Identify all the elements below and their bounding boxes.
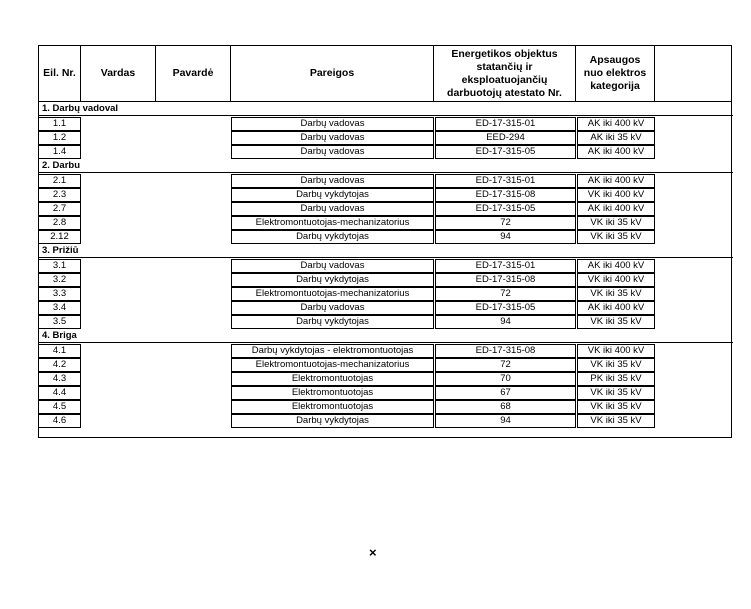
- header-cert: Energetikos objektus statančių ir eksploatuojančių darbuotojų atestato Nr.: [434, 46, 576, 101]
- table-row: [39, 202, 733, 216]
- row-category: VK iki 35 kV: [577, 315, 655, 329]
- row-number: 4.2: [39, 358, 81, 372]
- header-pareigos: Pareigos: [231, 46, 434, 101]
- row-duty: Darbų vykdytojas: [231, 315, 434, 329]
- row-duty: Darbų vykdytojas: [231, 273, 434, 287]
- section-title: 3. Prižiū: [42, 245, 79, 256]
- row-certificate: ED-17-315-01: [435, 259, 576, 273]
- table-row: [39, 131, 733, 145]
- section-header: [39, 102, 733, 116]
- row-duty: Darbų vykdytojas: [231, 230, 434, 244]
- row-duty: Elektromontuotojas: [231, 386, 434, 400]
- row-duty: Elektromontuotojas: [231, 400, 434, 414]
- row-duty: Darbų vadovas: [231, 131, 434, 145]
- row-number: 4.1: [39, 344, 81, 358]
- row-category: VK iki 35 kV: [577, 230, 655, 244]
- table-row: [39, 216, 733, 230]
- row-category: PK iki 35 kV: [577, 372, 655, 386]
- row-category: VK iki 400 kV: [577, 188, 655, 202]
- row-certificate: 70: [435, 372, 576, 386]
- row-number: 2.3: [39, 188, 81, 202]
- table-row: [39, 386, 733, 400]
- row-category: VK iki 400 kV: [577, 273, 655, 287]
- table-body: [38, 102, 732, 438]
- table-row: [39, 259, 733, 273]
- table-row: [39, 414, 733, 428]
- row-category: VK iki 35 kV: [577, 216, 655, 230]
- table-row: [39, 188, 733, 202]
- row-certificate: EED-294: [435, 131, 576, 145]
- row-certificate: ED-17-315-05: [435, 145, 576, 159]
- row-duty: Darbų vadovas: [231, 145, 434, 159]
- row-number: 2.1: [39, 174, 81, 188]
- table-header: [38, 45, 732, 102]
- row-category: VK iki 35 kV: [577, 414, 655, 428]
- row-duty: Darbų vadovas: [231, 117, 434, 131]
- row-certificate: 94: [435, 414, 576, 428]
- row-duty: Darbų vadovas: [231, 174, 434, 188]
- table-row: [39, 315, 733, 329]
- table-row: [39, 230, 733, 244]
- header-nr: Eil. Nr.: [39, 46, 81, 101]
- row-certificate: 72: [435, 358, 576, 372]
- table-row: [39, 301, 733, 315]
- header-pavarde: Pavardė: [156, 46, 231, 101]
- row-category: AK iki 400 kV: [577, 117, 655, 131]
- row-number: 3.4: [39, 301, 81, 315]
- table-row: [39, 287, 733, 301]
- row-number: 4.6: [39, 414, 81, 428]
- table-row: [39, 344, 733, 358]
- row-certificate: ED-17-315-08: [435, 344, 576, 358]
- row-certificate: ED-17-315-05: [435, 202, 576, 216]
- row-duty: Darbų vykdytojas: [231, 414, 434, 428]
- row-certificate: ED-17-315-01: [435, 117, 576, 131]
- x-mark: ×: [369, 545, 377, 560]
- row-certificate: 94: [435, 315, 576, 329]
- section-title: 2. Darbu: [42, 160, 81, 171]
- row-number: 2.7: [39, 202, 81, 216]
- row-duty: Elektromontuotojas-mechanizatorius: [231, 216, 434, 230]
- table-row: [39, 117, 733, 131]
- row-category: AK iki 400 kV: [577, 259, 655, 273]
- table-row: [39, 372, 733, 386]
- row-certificate: 72: [435, 216, 576, 230]
- row-category: AK iki 400 kV: [577, 202, 655, 216]
- table-row: [39, 145, 733, 159]
- row-number: 4.5: [39, 400, 81, 414]
- row-certificate: 67: [435, 386, 576, 400]
- row-duty: Elektromontuotojas: [231, 372, 434, 386]
- row-number: 4.4: [39, 386, 81, 400]
- row-certificate: 68: [435, 400, 576, 414]
- row-duty: Darbų vadovas: [231, 259, 434, 273]
- section-header: [39, 244, 733, 258]
- table-row: [39, 400, 733, 414]
- header-extra: [655, 46, 731, 101]
- row-certificate: ED-17-315-05: [435, 301, 576, 315]
- row-number: 3.1: [39, 259, 81, 273]
- table-row: [39, 358, 733, 372]
- row-category: VK iki 35 kV: [577, 400, 655, 414]
- row-duty: Darbų vadovas: [231, 301, 434, 315]
- row-certificate: 72: [435, 287, 576, 301]
- table-row: [39, 273, 733, 287]
- row-certificate: 94: [435, 230, 576, 244]
- row-duty: Elektromontuotojas-mechanizatorius: [231, 358, 434, 372]
- section-title: 4. Briga: [42, 330, 77, 341]
- row-category: VK iki 35 kV: [577, 287, 655, 301]
- section-header: [39, 329, 733, 343]
- row-category: VK iki 35 kV: [577, 386, 655, 400]
- row-number: 3.5: [39, 315, 81, 329]
- row-certificate: ED-17-315-01: [435, 174, 576, 188]
- table-row: [39, 174, 733, 188]
- row-duty: Darbų vykdytojas: [231, 188, 434, 202]
- row-number: 1.1: [39, 117, 81, 131]
- section-title: 1. Darbų vadoval: [42, 103, 119, 114]
- row-number: 3.2: [39, 273, 81, 287]
- row-category: VK iki 400 kV: [577, 344, 655, 358]
- row-number: 4.3: [39, 372, 81, 386]
- row-duty: Darbų vadovas: [231, 202, 434, 216]
- row-certificate: ED-17-315-08: [435, 188, 576, 202]
- row-category: AK iki 35 kV: [577, 131, 655, 145]
- row-category: AK iki 400 kV: [577, 301, 655, 315]
- row-number: 3.3: [39, 287, 81, 301]
- row-category: VK iki 35 kV: [577, 358, 655, 372]
- row-category: AK iki 400 kV: [577, 145, 655, 159]
- header-category: Apsaugos nuo elektros kategorija: [576, 46, 655, 101]
- row-duty: Darbų vykdytojas - elektromontuotojas: [231, 344, 434, 358]
- header-vardas: Vardas: [81, 46, 156, 101]
- row-number: 2.8: [39, 216, 81, 230]
- row-number: 1.2: [39, 131, 81, 145]
- row-certificate: ED-17-315-08: [435, 273, 576, 287]
- row-number: 2.12: [39, 230, 81, 244]
- section-header: [39, 159, 733, 173]
- row-category: AK iki 400 kV: [577, 174, 655, 188]
- row-number: 1.4: [39, 145, 81, 159]
- row-duty: Elektromontuotojas-mechanizatorius: [231, 287, 434, 301]
